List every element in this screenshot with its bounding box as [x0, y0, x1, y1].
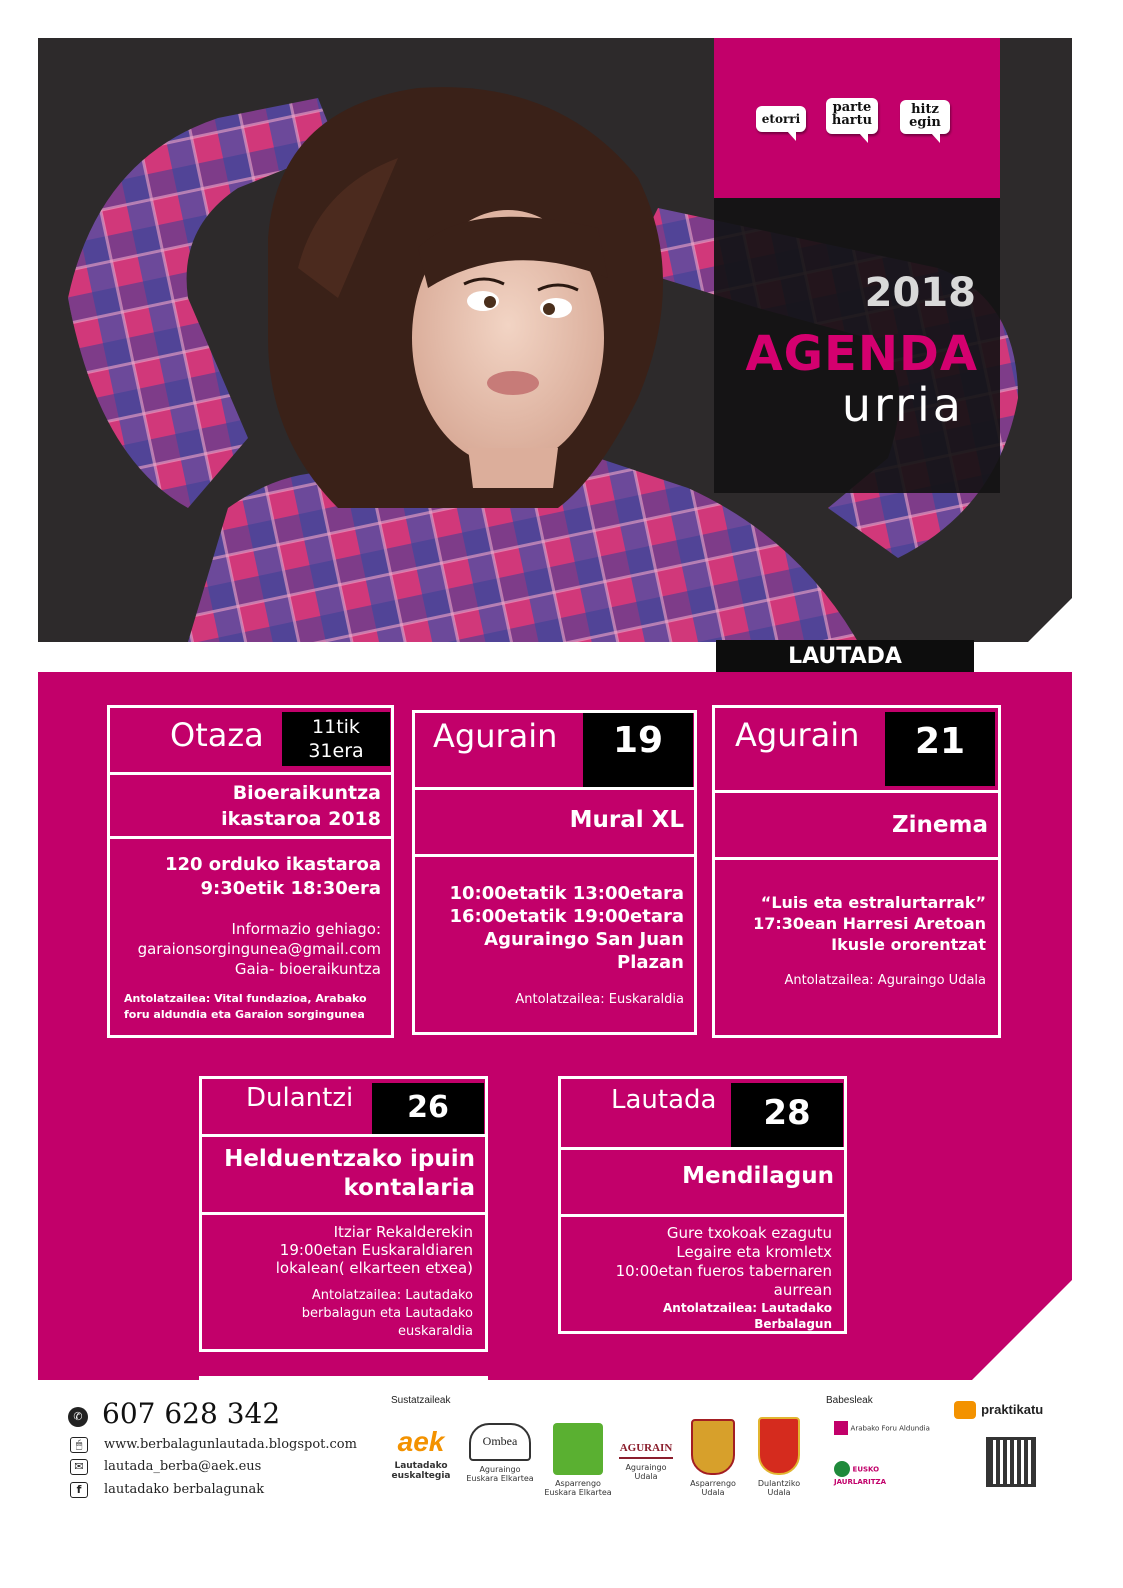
event-organizer: foru aldundia eta Garaion sorgingunea [124, 1008, 365, 1021]
event-line: 9:30etik 18:30era [200, 878, 381, 899]
info-email: garaionsorgingunea@gmail.com [137, 940, 381, 958]
event-card [199, 1376, 488, 1382]
event-town: Dulantzi [246, 1083, 354, 1113]
sponsor-name: Dulantziko Udala [757, 1479, 801, 1497]
sponsor-name: Lautadako euskaltegia [391, 1461, 451, 1481]
event-organizer: Antolatzailea: Lautadako [663, 1301, 832, 1315]
title-panel [714, 38, 1000, 493]
sponsor-logo [684, 1419, 742, 1497]
event-card [558, 1076, 847, 1334]
info-topic: Gaia- bioeraikuntza [234, 960, 381, 978]
event-card [412, 710, 697, 1035]
sponsor-logo [750, 1417, 808, 1497]
supporter-name: Arabako Foru Aldundia [850, 1424, 930, 1433]
website-link[interactable]: www.berbalagunlautada.blogspot.com [104, 1437, 357, 1452]
event-line: Gure txokoak ezagutu [666, 1224, 832, 1242]
event-day: 19 [583, 713, 693, 787]
event-organizer: euskaraldia [397, 1324, 473, 1339]
event-line: lokalean( elkarteen etxea) [275, 1259, 473, 1277]
info-heading: Informazio gehiago: [231, 920, 381, 938]
event-line: 17:30ean Harresi Aretoan [753, 914, 986, 933]
email-link[interactable]: lautada_berba@aek.eus [104, 1459, 262, 1474]
event-line: 10:00etatik 13:00etara [449, 883, 684, 904]
event-title: Bioeraikuntza ikastaroa 2018 [221, 782, 381, 830]
event-line: aurrean [773, 1281, 832, 1299]
event-day-text: 11tik 31era [308, 716, 364, 762]
event-title: Mendilagun [682, 1163, 834, 1189]
event-card [199, 1076, 488, 1352]
afa-icon [834, 1421, 848, 1435]
event-organizer: Antolatzailea: Lautadako [311, 1288, 473, 1303]
event-organizer: berbalagun eta Lautadako [301, 1306, 473, 1321]
supporter-name: EUSKO JAURLARITZA [834, 1465, 887, 1486]
event-card [712, 705, 1001, 1038]
year: 2018 [864, 270, 976, 316]
brand-name: praktikatu [981, 1402, 1044, 1417]
event-organizer: Antolatzailea: Euskaraldia [515, 992, 684, 1007]
dulantzi-shield-icon [758, 1417, 800, 1475]
bubble-hitz-egin: hitz egin [900, 100, 950, 134]
event-card [107, 705, 394, 1038]
bubble-parte-hartu: parte hartu [826, 98, 878, 134]
event-day [282, 712, 390, 766]
event-line: 10:00etan fueros tabernaren [615, 1262, 832, 1280]
supporter-logo [834, 1461, 930, 1487]
event-town: Otaza [170, 716, 264, 754]
whatsapp-icon: ✆ [68, 1407, 88, 1427]
month: urria [841, 378, 964, 432]
event-town: Agurain [735, 716, 860, 754]
event-line: Plazan [617, 952, 684, 973]
ombea-logo: Ombea [469, 1423, 531, 1461]
event-line: Itziar Rekalderekin [333, 1223, 473, 1241]
event-day: 21 [885, 712, 995, 786]
event-line: “Luis eta estralurtarrak” [760, 893, 986, 912]
event-title: Helduentzako ipuin kontalaria [224, 1146, 475, 1201]
qr-code-icon[interactable] [986, 1437, 1036, 1487]
event-town: Agurain [433, 717, 558, 755]
event-organizer: Antolatzailea: Vital fundazioa, Arabako [124, 992, 367, 1005]
gv-icon [834, 1461, 850, 1477]
supporters-label: Babesleak [826, 1395, 873, 1406]
event-day: 28 [731, 1083, 843, 1147]
events-area [38, 672, 1072, 1380]
event-organizer: Antolatzailea: Aguraingo Udala [784, 973, 986, 988]
event-line: Aguraingo San Juan [484, 929, 684, 950]
sponsor-name: Aguraingo Udala [625, 1463, 667, 1481]
praktikatu-logo [954, 1399, 1054, 1419]
mail-icon: ✉ [70, 1459, 88, 1475]
region-label: LAUTADA [716, 640, 974, 672]
sponsor-logo [466, 1423, 534, 1483]
sponsor-name: Aguraingo Euskara Elkartea [466, 1465, 534, 1483]
mouse-icon: 🖱 [70, 1437, 88, 1453]
leaf-logo [553, 1423, 603, 1475]
event-line: Ikusle ororentzat [831, 935, 986, 954]
sponsor-name: Asparrengo Euskara Elkartea [544, 1479, 612, 1497]
bubble-etorri: etorri [756, 106, 806, 132]
chat-bubble-icon [954, 1401, 976, 1419]
sponsor-name: Asparrengo Udala [690, 1479, 736, 1497]
event-line: 120 orduko ikastaroa [164, 854, 381, 875]
agenda-title: AGENDA [745, 326, 978, 382]
supporter-logo [834, 1421, 930, 1435]
event-town: Lautada [611, 1085, 717, 1115]
footer [38, 1385, 1072, 1585]
event-line: 16:00etatik 19:00etara [449, 906, 684, 927]
event-title: Zinema [891, 812, 988, 838]
event-day: 26 [372, 1083, 484, 1135]
event-organizer: Berbalagun [754, 1317, 832, 1331]
bubble-strip [714, 38, 1000, 198]
facebook-icon: f [70, 1482, 88, 1498]
phone-number[interactable]: 607 628 342 [102, 1397, 281, 1430]
asparrena-shield-icon [691, 1419, 735, 1475]
sponsor-logo [386, 1427, 456, 1481]
sponsor-logo [616, 1429, 676, 1481]
event-title: Mural XL [569, 807, 684, 833]
event-line: Legaire eta kromletx [676, 1243, 832, 1261]
aek-logo: aek [397, 1426, 445, 1457]
sponsors-label: Sustatzaileak [391, 1395, 451, 1406]
agurain-logo: AGURAIN [619, 1429, 673, 1459]
event-line: 19:00etan Euskaraldiaren [279, 1241, 473, 1259]
facebook-link[interactable]: lautadako berbalagunak [104, 1482, 265, 1497]
sponsor-logo [544, 1423, 612, 1497]
